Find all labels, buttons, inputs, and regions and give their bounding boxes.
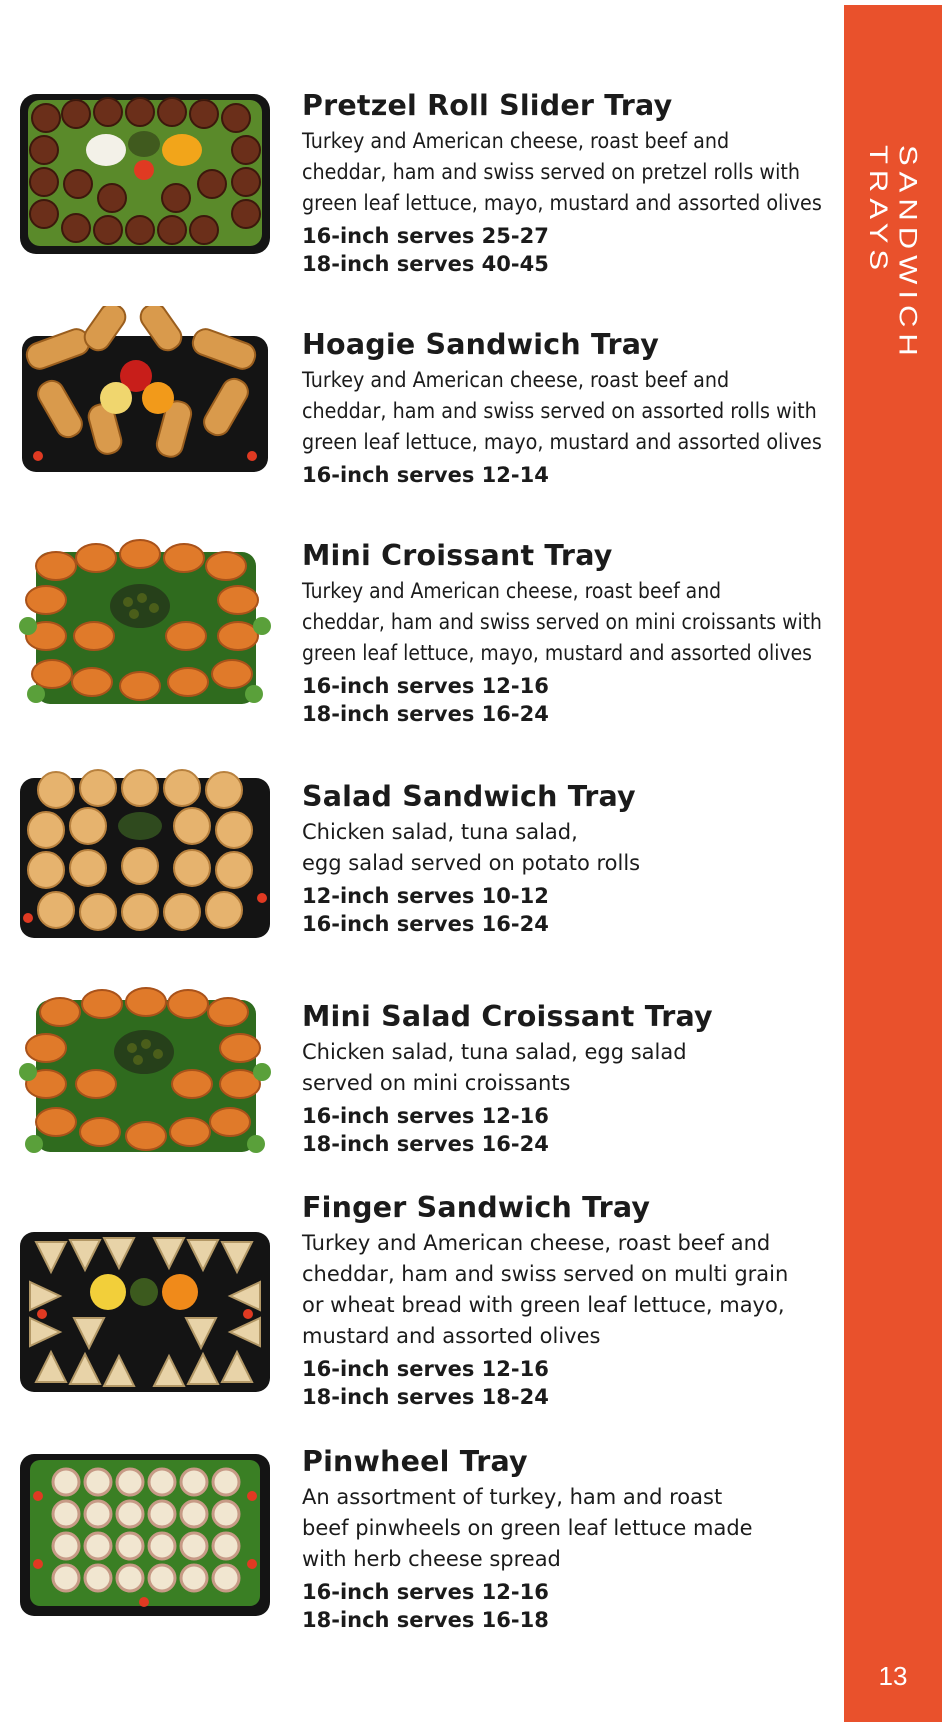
hoagie-tray-image	[16, 306, 274, 478]
item-name: Mini Croissant Tray	[302, 539, 613, 572]
item-name: Salad Sandwich Tray	[302, 780, 636, 813]
item-description: Turkey and American cheese, roast beef and cheddar, ham and swiss served on pretzel rolls with green leaf lettuce, mayo, mustard and assorted olives	[302, 129, 822, 215]
item-name: Hoagie Sandwich Tray	[302, 328, 660, 361]
item-description: Turkey and American cheese, roast beef and cheddar, ham and swiss served on mini croissants with green leaf lettuce, mayo, mustard and assorted olives	[302, 579, 822, 665]
finger-sandwich-tray-image	[16, 1222, 274, 1394]
item-name: Mini Salad Croissant Tray	[302, 1000, 713, 1033]
salad-sandwich-tray-image	[16, 768, 274, 940]
item-description: Turkey and American cheese, roast beef and cheddar, ham and swiss served on assorted rolls with green leaf lettuce, mayo, mustard and assorted olives	[302, 368, 822, 454]
page-number: 13	[878, 1661, 908, 1691]
item-serving-sizes: 16-inch serves 12-16 18-inch serves 16-24	[302, 1104, 549, 1156]
item-serving-sizes: 12-inch serves 10-12 16-inch serves 16-24	[302, 884, 549, 936]
item-description: An assortment of turkey, ham and roast beef pinwheels on green leaf lettuce made with herb cheese spread	[302, 1485, 753, 1571]
item-serving-sizes: 16-inch serves 12-16 18-inch serves 18-24	[302, 1357, 549, 1409]
item-serving-sizes: 16-inch serves 25-27 18-inch serves 40-45	[302, 224, 549, 276]
item-name: Finger Sandwich Tray	[302, 1191, 651, 1224]
section-title: SANDWICH TRAYS	[864, 145, 923, 362]
section-sidebar	[844, 5, 942, 1722]
item-name: Pinwheel Tray	[302, 1445, 528, 1478]
item-serving-sizes: 16-inch serves 12-16 18-inch serves 16-24	[302, 674, 549, 726]
mini-salad-croissant-tray-image	[16, 986, 274, 1158]
item-description: Turkey and American cheese, roast beef and cheddar, ham and swiss served on multi grain or wheat bread with green leaf lettuce, mayo, mustard and assorted olives	[302, 1231, 789, 1348]
item-description: Chicken salad, tuna salad, egg salad served on potato rolls	[302, 820, 641, 875]
item-serving-sizes: 16-inch serves 12-16 18-inch serves 16-18	[302, 1580, 549, 1632]
item-name: Pretzel Roll Slider Tray	[302, 89, 673, 122]
mini-croissant-tray-image	[16, 536, 274, 708]
pinwheel-tray-image	[16, 1446, 274, 1618]
item-serving-sizes: 16-inch serves 12-14	[302, 463, 549, 487]
item-description: Chicken salad, tuna salad, egg salad served on mini croissants	[302, 1040, 687, 1095]
pretzel-slider-tray-image	[16, 88, 274, 260]
